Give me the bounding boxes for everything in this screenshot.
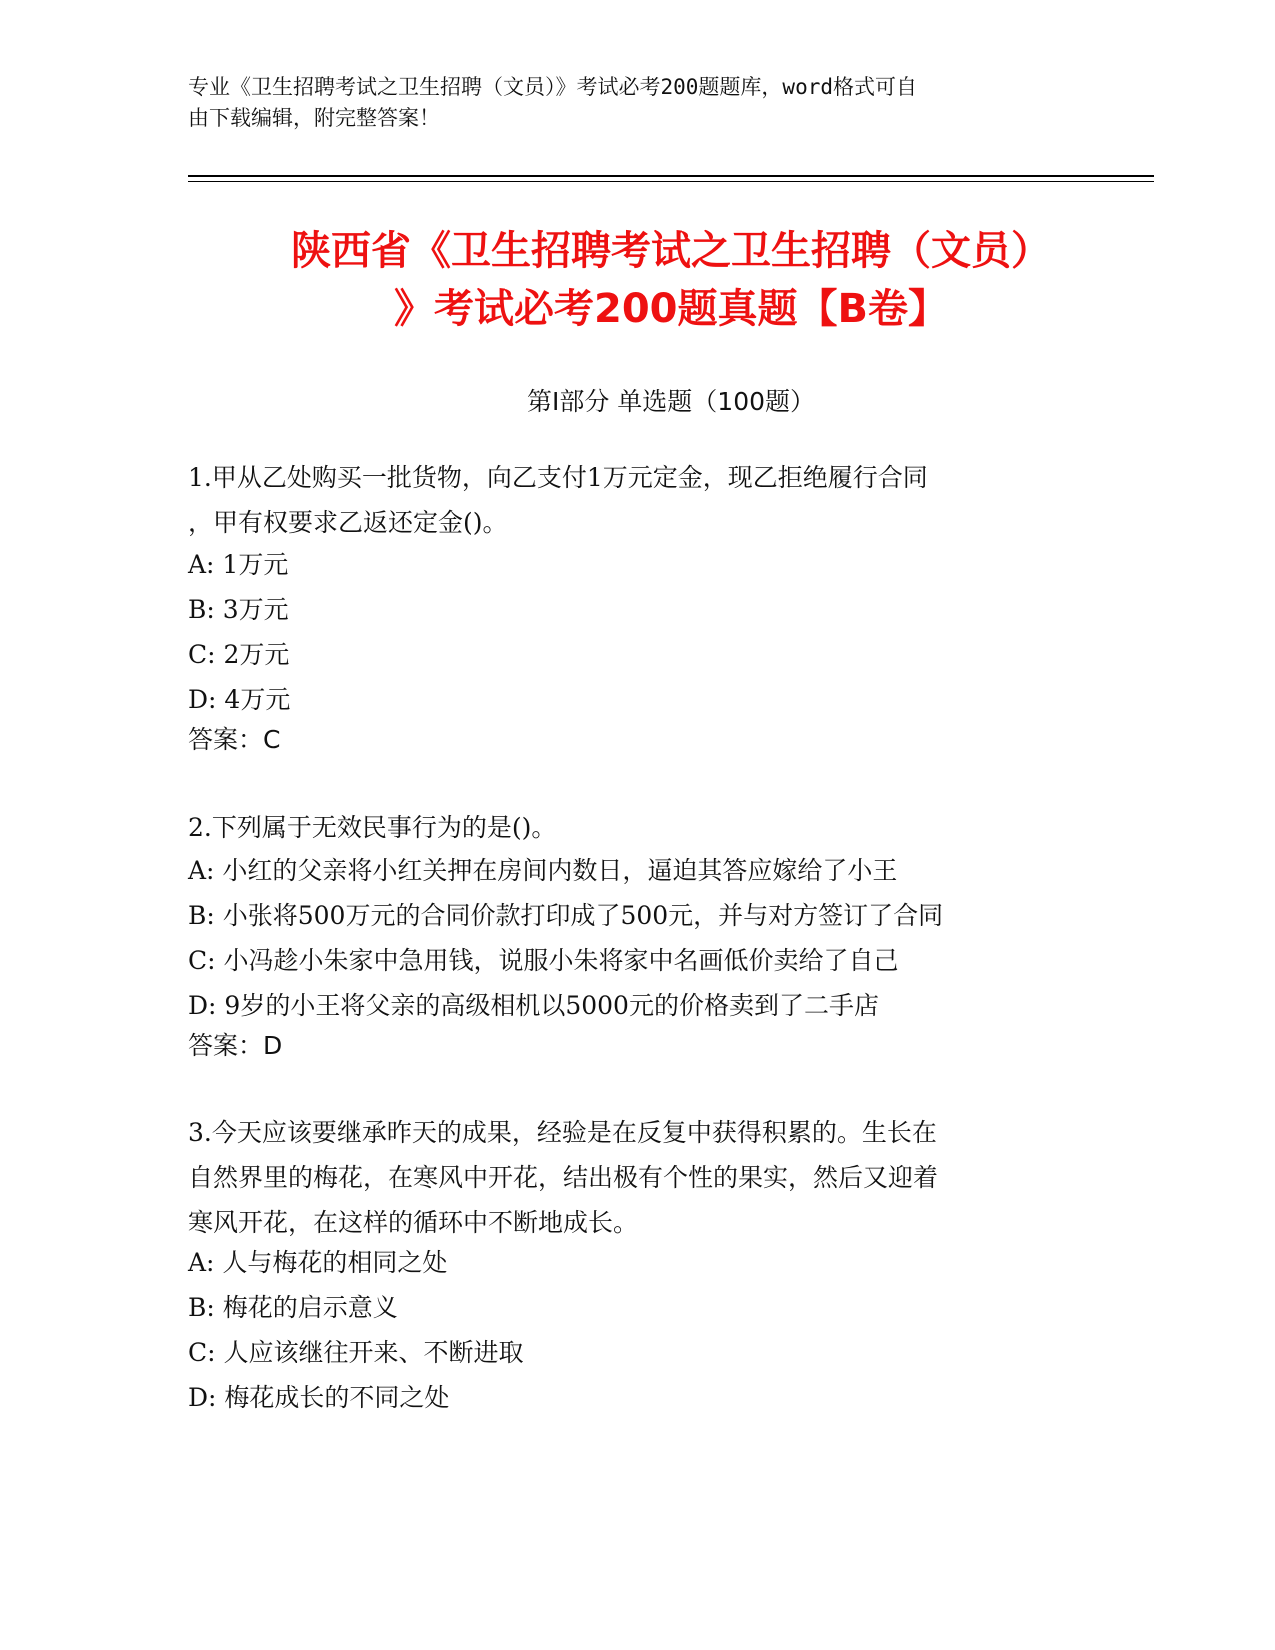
- question-stem-line: 2.下列属于无效民事行为的是()。: [188, 813, 557, 842]
- header-note-line: 由下载编辑，附完整答案！: [188, 106, 440, 130]
- option-c: C: 人应该继往开来、不断进取: [188, 1338, 524, 1367]
- question-1-answer: 答案：C: [188, 725, 281, 754]
- document-title: [188, 222, 1154, 338]
- question-stem-line: 1.甲从乙处购买一批货物，向乙支付1万元定金，现乙拒绝履行合同: [188, 463, 928, 492]
- option-d: D: 4万元: [188, 685, 291, 714]
- question-stem-line: ，甲有权要求乙返还定金()。: [188, 508, 508, 537]
- option-d: D: 9岁的小王将父亲的高级相机以5000元的价格卖到了二手店: [188, 991, 879, 1020]
- question-stem-line: 寒风开花，在这样的循环中不断地成长。: [188, 1208, 639, 1237]
- option-b: B: 小张将500万元的合同价款打印成了500元，并与对方签订了合同: [188, 901, 944, 930]
- question-3-stem: [188, 1110, 938, 1245]
- document-title-line: 》考试必考200题真题【B卷】: [394, 286, 948, 332]
- option-c: C: 小冯趁小朱家中急用钱，说服小朱将家中名画低价卖给了自己: [188, 946, 899, 975]
- document-title-line: 陕西省《卫生招聘考试之卫生招聘（文员）: [291, 228, 1051, 274]
- option-a: A: 人与梅花的相同之处: [188, 1248, 448, 1277]
- option-c: C: 2万元: [188, 640, 290, 669]
- question-3-options: [188, 1240, 524, 1420]
- option-a: A: 1万元: [188, 550, 289, 579]
- question-2-answer: 答案：D: [188, 1031, 283, 1060]
- header-divider-thin: [188, 181, 1154, 182]
- question-2-stem: [188, 805, 556, 850]
- option-a: A: 小红的父亲将小红关押在房间内数日，逼迫其答应嫁给了小王: [188, 856, 898, 885]
- header-note: [188, 72, 1088, 134]
- question-2-options: [188, 848, 943, 1028]
- header-divider: [188, 175, 1154, 177]
- option-b: B: 3万元: [188, 595, 289, 624]
- question-stem-line: 自然界里的梅花，在寒风中开花，结出极有个性的果实，然后又迎着: [188, 1163, 939, 1192]
- option-b: B: 梅花的启示意义: [188, 1293, 398, 1322]
- section-heading: 第I部分 单选题（100题）: [526, 387, 816, 416]
- question-1-options: [188, 542, 290, 722]
- question-1-stem: [188, 455, 928, 545]
- question-stem-line: 3.今天应该要继承昨天的成果，经验是在反复中获得积累的。生长在: [188, 1118, 937, 1147]
- option-d: D: 梅花成长的不同之处: [188, 1383, 450, 1412]
- header-note-line: 专业《卫生招聘考试之卫生招聘（文员）》考试必考200题题库，word格式可自: [188, 75, 917, 99]
